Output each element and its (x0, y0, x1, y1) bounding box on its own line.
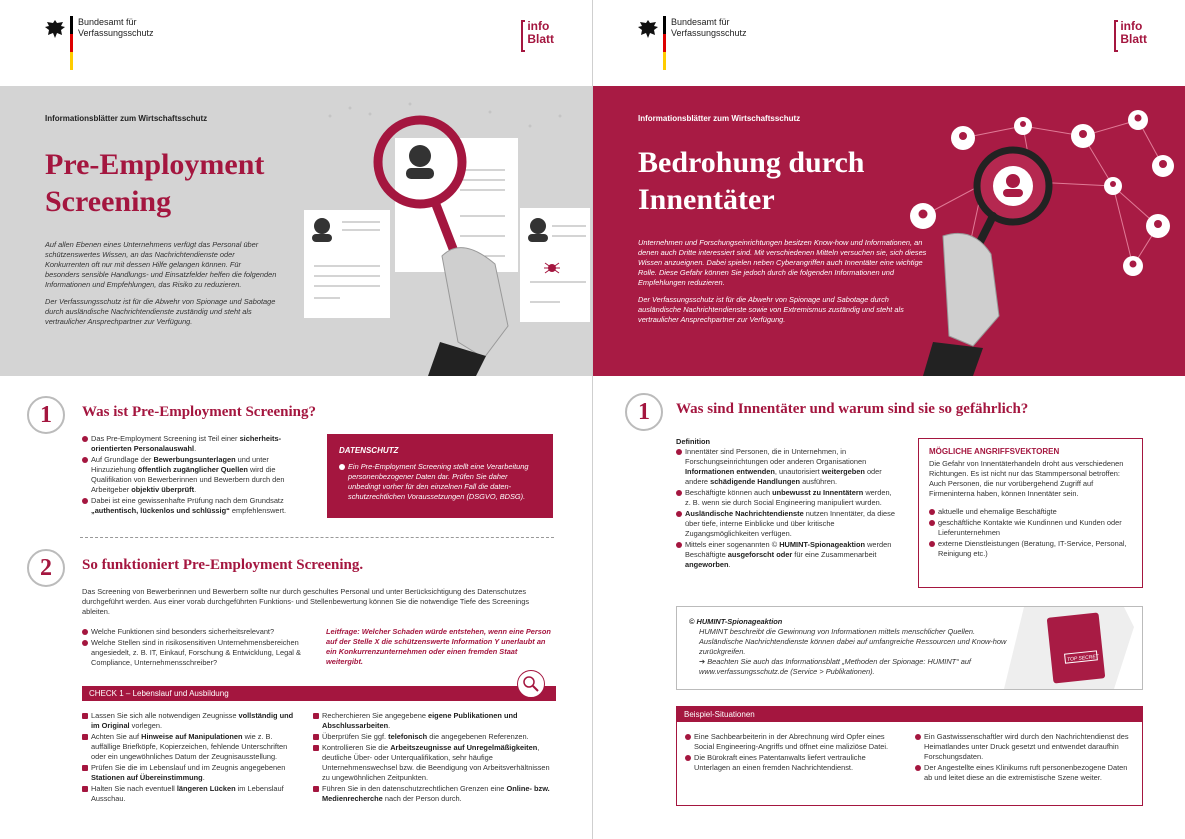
box-title: Beispiel-Situationen (677, 707, 1142, 722)
list-item: externe Dienstleistungen (Beratung, IT-Service, Personal, Reinigung etc.) (929, 539, 1132, 559)
humint-info-box (676, 606, 1143, 690)
section-divider (80, 537, 554, 538)
guiding-question: Leitfrage: Welcher Schaden würde entstehen, wenn eine Person auf der Stelle X die schützenswerte Information Y unerlaubt an ein Konkurrenzunternehmen oder einen fremden Staat weitergibt. (326, 627, 551, 666)
list-item: Welche Funktionen sind besonders sicherheitsrelevant? (82, 627, 314, 637)
list-item: Der Angestellte eines Klinikums ruft personenbezogene Daten ab und leitet diese an die extremistische Szene weiter. (915, 763, 1135, 783)
list-item: Innentäter sind Personen, die in Unternehmen, in Forschungseinrichtungen oder anderen Organisationen Informationen entwenden, unautorisiert weitergeben oder andere schädigende Handlungen ausführen. (676, 447, 898, 487)
datenschutz-box (327, 434, 553, 518)
list-item: Dabei ist eine gewissenhafte Prüfung nach dem Grundsatz „authentisch, lückenlos und schlüssig“ empfehlenswert. (82, 496, 312, 516)
list-item: Kontrollieren Sie die Arbeitszeugnisse auf Unregelmäßigkeiten, deutliche Über- oder Unterqualifikation, sehr häufige Unternehmenswechsel bzw. die Beendigung von Arbeitsverhältnissen zu ungewöhnlichen Zeitpunkten. (313, 743, 553, 783)
list-item: Recherchieren Sie angegebene eigene Publikationen und Abschlussarbeiten. (313, 711, 553, 731)
section-title: So funktioniert Pre-Employment Screening. (82, 557, 364, 573)
list-item: Überprüfen Sie ggf. telefonisch die angegebenen Referenzen. (313, 732, 553, 742)
example-situations-box (676, 706, 1143, 806)
check-1-header: CHECK 1 – Lebenslauf und Ausbildung (82, 686, 556, 701)
authority-name: Bundesamt für Verfassungsschutz (671, 17, 747, 38)
list-item: Mittels einer sogenannten © HUMINT-Spionageaktion werden Beschäftigte ausgeforscht oder für eine Zusammenarbeit angeworben. (676, 540, 898, 570)
box-text: Ein Pre-Employment Screening stellt eine Verarbeitung personenbezogener Daten dar. Prüfen Sie daher unbedingt vorher für den einzelnen Fall die datenschutzrechtlichen Voraussetzungen (DSGVO, BDSG). (339, 462, 541, 502)
series-label: Informationsblätter zum Wirtschaftsschutz (638, 114, 801, 123)
header (0, 0, 592, 86)
list-item: Welche Stellen sind in risikosensitiven Unternehmensbereichen angesiedelt, z. B. IT, Einkauf, Forschung & Entwicklung, Legal & Compliance, Unternehmensschreiber? (82, 638, 314, 668)
list-item: Achten Sie auf Hinweise auf Manipulationen wie z. B. auffällige Briefköpfe, Kopierzeichen, fehlende Unterschriften oder ein ungewöhnliches Datum der Zeugnisausstellung. (82, 732, 302, 762)
example-list-left (685, 732, 895, 774)
section-2-list (82, 627, 314, 669)
section-2-intro: Das Screening von Bewerberinnen und Bewerbern sollte nur durch geschultes Personal und unter Berücksichtigung des Datenschutzes durchgeführt werden. Aus einer vorab durchgeführten Funktions- und Stellenbewertung können Sie die notwendige Tiefe des Screenings ableiten. (82, 587, 530, 616)
section-number: 1 (27, 396, 65, 434)
header (593, 0, 1185, 86)
list-item: Eine Sachbearbeiterin in der Abrechnung wird Opfer eines Social Engineering-Angriffs und öffnet eine maliziöse Datei. (685, 732, 895, 752)
section-number: 1 (625, 393, 663, 431)
svg-text:TOP SECRET: TOP SECRET (1066, 653, 1100, 663)
box-title: © HUMINT-Spionageaktion (689, 617, 783, 626)
section-title: Was ist Pre-Employment Screening? (82, 404, 317, 420)
page-pre-employment-screening (0, 0, 592, 839)
list-item: Das Pre-Employment Screening ist Teil einer sicherheitsorientierten Personalauswahl. (82, 434, 312, 454)
federal-eagle-icon (44, 18, 66, 40)
section-title: Was sind Innentäter und warum sind sie so gefährlich? (676, 401, 1029, 417)
page-title: Pre-Employment Screening (45, 148, 265, 218)
flag-stripe (70, 16, 73, 70)
attack-vectors-list (929, 507, 1132, 559)
list-item: Halten Sie nach eventuell längeren Lücken im Lebenslauf Ausschau. (82, 784, 302, 804)
federal-eagle-icon (637, 18, 659, 40)
list-item: Ausländische Nachrichtendienste nutzen Innentäter, da diese über tiefe, interne Einblicke und über kritische Zugangsmöglichkeiten verfügen. (676, 509, 898, 539)
example-list-right (915, 732, 1135, 784)
section-number: 2 (27, 549, 65, 587)
definition-title: Definition (676, 437, 711, 446)
box-text: HUMINT beschreibt die Gewinnung von Informationen mittels menschlicher Quellen. Ausländische Nachrichtendienste können dabei auf umfangreiche Ressourcen und Know-how zurückgreifen. (699, 627, 1007, 656)
hero-banner (0, 86, 592, 376)
list-item: Die Bürokraft eines Patentanwalts liefert vertrauliche Unterlagen an einen fremden Nachrichtendienst. (685, 753, 895, 773)
spider-icon (544, 263, 560, 273)
attack-vectors-box (918, 438, 1143, 588)
intro-text: Unternehmen und Forschungseinrichtungen besitzen Know-how und Informationen, an denen auch Dritte interessiert sind. Mit verschiedenen Mitteln versuchen sie, sich dieses Wissen anzueignen. Dabei spielen neben Cyberangriffen auch Innentäter eine wichtige Rolle. Diese Gefahr können Sie jedoch durch die folgenden Informationen und Empfehlungen reduzieren. Der Verfassungsschutz ist für die Abwehr von Spionage und Sabotage durch ausländische Nachrichtendienste sowie von Extremismus zuständig und steht als vertraulicher Ansprechpartner zur Verfügung. (638, 238, 927, 324)
definition-list (676, 447, 898, 571)
page-innentaeter (593, 0, 1185, 839)
list-item: geschäftliche Kontakte wie Kundinnen und Kunden oder Lieferunternehmen (929, 518, 1132, 538)
box-text: Die Gefahr von Innentäterhandeln droht aus verschiedenen Richtungen. Es ist nicht nur das Stammpersonal betroffen: Auch Personen, die nur vorübergehend Zugriff auf Firmeninterna haben, können Innentäter sein. (929, 459, 1124, 498)
flag-stripe (663, 16, 666, 70)
hero-illustration (290, 86, 592, 376)
section-1-list (82, 434, 312, 517)
page-title: Bedrohung durch Innentäter (638, 146, 865, 216)
series-label: Informationsblätter zum Wirtschaftsschutz (45, 114, 208, 123)
hero-illustration (883, 86, 1185, 376)
fingerprint-search-icon (517, 670, 545, 698)
list-item: Führen Sie in den datenschutzrechtlichen Grenzen eine Online- bzw. Medienrecherche nach der Person durch. (313, 784, 553, 804)
list-item: Auf Grundlage der Bewerbungsunterlagen und unter Hinzuziehung öffentlich zugänglicher Quellen wird die Qualifikation von Bewerberinnen und Bewerbern durch den Arbeitgeber objektiv überprüft. (82, 455, 312, 495)
box-title: MÖGLICHE ANGRIFFSVEKTOREN (929, 447, 1060, 456)
list-item: Ein Gastwissenschaftler wird durch den Nachrichtendienst des Heimatlandes unter Druck gesetzt und entwendet daraufhin Forschungsdaten. (915, 732, 1135, 762)
check-list-right (313, 711, 553, 805)
infoblatt-logo: info Blatt (527, 20, 554, 46)
check-list-left (82, 711, 302, 805)
authority-name: Bundesamt für Verfassungsschutz (78, 17, 154, 38)
box-title: DATENSCHUTZ (339, 446, 399, 455)
list-item: Prüfen Sie die im Lebenslauf und im Zeugnis angegebenen Stationen auf Übereinstimmung. (82, 763, 302, 783)
secret-folder-icon (1004, 607, 1134, 689)
list-item: Lassen Sie sich alle notwendigen Zeugnisse vollständig und im Original vorlegen. (82, 711, 302, 731)
hero-banner (593, 86, 1185, 376)
intro-text: Auf allen Ebenen eines Unternehmens verfügt das Personal über schützenswertes Wissen, an das Nachrichtendienste oder Konkurrenten oft nur mit dessen Hilfe gelangen können. Für besonders sensible Handlungs- und Einsatzfelder helfen die folgenden Informationen und Empfehlungen, das Risiko zu reduzieren. Der Verfassungsschutz ist für die Abwehr von Spionage und Sabotage durch ausländische Nachrichtendienste zuständig und steht als vertraulicher Ansprechpartner zur Verfügung. (45, 240, 277, 326)
humint-reference-link[interactable]: ➔ Beachten Sie auch das Informationsblatt „Methoden der Spionage: HUMINT“ auf www.verfassungsschutz.de (Service > Publikationen). (699, 657, 971, 676)
infoblatt-logo: info Blatt (1120, 20, 1147, 46)
list-item: Beschäftigte können auch unbewusst zu Innentätern werden, z. B. wenn sie durch Social Engineering manipuliert wurden. (676, 488, 898, 508)
list-item: aktuelle und ehemalige Beschäftigte (929, 507, 1132, 517)
